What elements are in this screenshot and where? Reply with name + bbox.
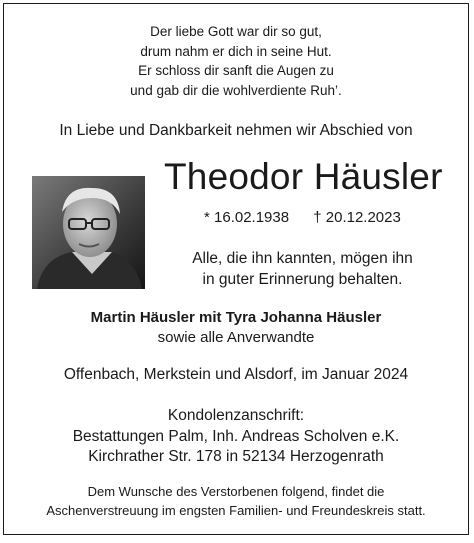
condolence-line: Bestattungen Palm, Inh. Andreas Scholven e.K. — [72, 427, 400, 445]
place-date: Offenbach, Merkstein und Alsdorf, im Januar 2024 — [63, 366, 409, 383]
poem-line: Der liebe Gott war dir so gut, — [150, 24, 322, 39]
obituary-notice — [3, 3, 469, 535]
memory-line: Alle, die ihn kannten, mögen ihn — [192, 250, 413, 267]
memory-line: in guter Erinnerung behalten. — [202, 271, 403, 288]
mourners — [4, 308, 468, 348]
condolence-line: Kirchrather Str. 178 in 52134 Herzogenrath — [88, 448, 384, 465]
other-relatives: sowie alle Anverwandte — [157, 329, 315, 346]
mourner-names: Martin Häusler mit Tyra Johanna Häusler — [90, 309, 382, 326]
poem-line: Er schloss dir sanft die Augen zu — [138, 63, 334, 78]
death-date: † 20.12.2023 — [313, 209, 401, 226]
poem-line: und gab dir die wohlverdiente Ruh’. — [130, 82, 342, 98]
life-dates — [204, 209, 401, 226]
portrait-photo — [32, 176, 145, 289]
funeral-note — [4, 482, 468, 520]
poem — [4, 22, 468, 100]
poem-line: drum nahm er dich in seine Hut. — [140, 43, 332, 59]
condolence-address — [4, 406, 468, 468]
deceased-name: Theodor Häusler — [164, 156, 443, 197]
birth-date: * 16.02.1938 — [204, 209, 290, 226]
memory-text — [144, 248, 461, 290]
note-line: Dem Wunsche des Verstorbenen folgend, findet die — [87, 484, 385, 499]
note-line: Aschenverstreuung im engsten Familien- und Freundeskreis statt. — [46, 503, 426, 518]
intro-line: In Liebe und Dankbarkeit nehmen wir Abschied von — [59, 122, 413, 139]
condolence-label: Kondolenzanschrift: — [167, 407, 305, 424]
